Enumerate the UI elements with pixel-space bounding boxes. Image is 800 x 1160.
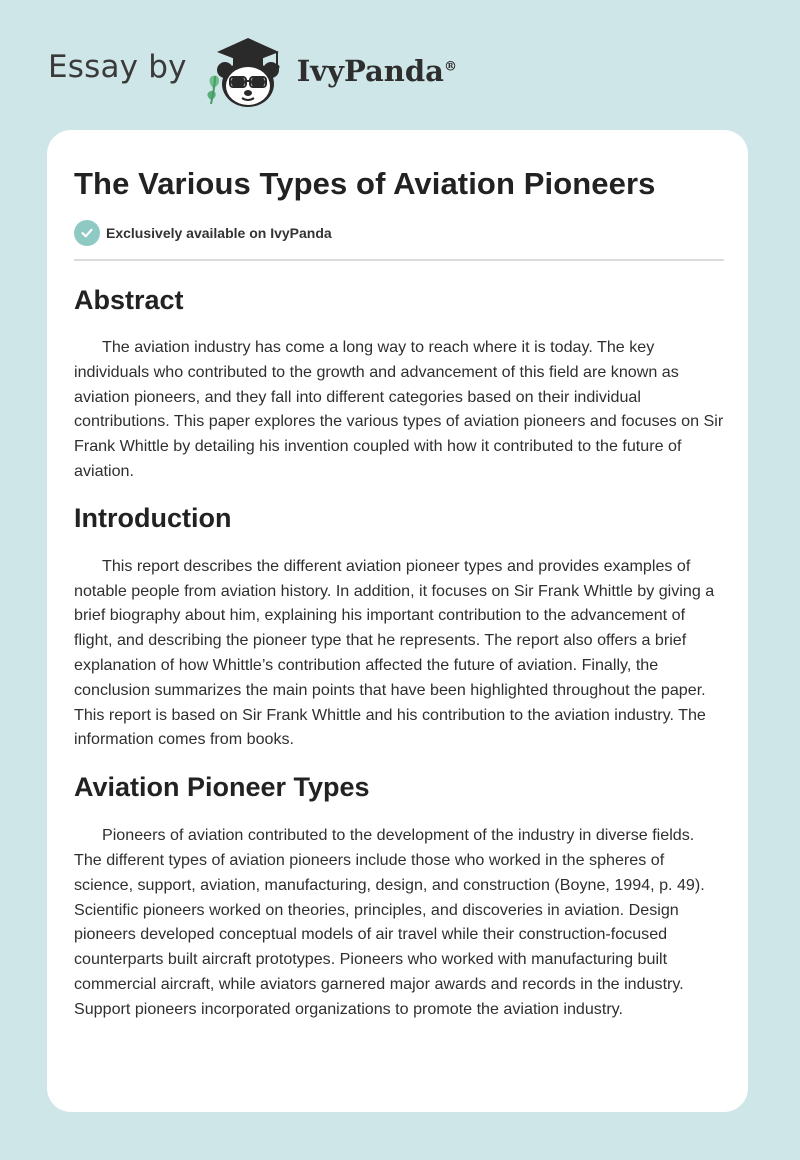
section-paragraph-introduction: This report describes the different aviation pioneer types and provides examples of notable people from aviation history. In addition, it focuses on Sir Frank Whittle by giving a brief biography about him, explaining his important contribution to the advancement of flight, and describing the pioneer type that he represents. The report also offers a brief explanation of how Whittle’s contribution affected the future of aviation. Finally, the conclusion summarizes the main points that have been highlighted throughout the paper. This report is based on Sir Frank Whittle and his contribution to the aviation industry. The information comes from books.	[74, 556, 715, 749]
brand-header	[48, 30, 508, 110]
title-divider	[74, 259, 724, 261]
panda-face-icon	[217, 61, 279, 107]
section-paragraph-abstract: The aviation industry has come a long way to reach where it is today. The key individuals who contributed to the growth and advancement of this field are known as aviation pioneers, and they fall into different categories based on their individual contributions. This paper explores the various types of aviation pioneers and focuses on Sir Frank Whittle by detailing his invention coupled with how it contributed to the future of aviation.	[74, 338, 724, 480]
exclusive-badge	[74, 220, 724, 246]
registered-mark: ®	[443, 59, 457, 75]
exclusive-badge-label: Exclusively available on IvyPanda	[106, 225, 332, 241]
ivy-leaf-icon	[207, 76, 219, 104]
page-title: The Various Types of Aviation Pioneers	[74, 166, 656, 201]
ivypanda-wordmark[interactable]	[297, 54, 457, 88]
section-heading-abstract: Abstract	[74, 285, 184, 315]
section-heading-pioneer-types: Aviation Pioneer Types	[74, 772, 370, 803]
essay-card	[47, 130, 748, 1112]
essay-by-label: Essay by	[48, 49, 187, 85]
section-paragraph-pioneer-types: Pioneers of aviation contributed to the development of the industry in diverse fields. The different types of aviation pioneers include those who worked in the spheres of science, support, aviation, manufacturing, design, and construction (Boyne, 1994, p. 49). Scientific pioneers worked on theories, principles, and discoveries in aviation. Design pioneers developed conceptual models of air travel while their construction-focused counterparts built aircraft prototypes. Pioneers who worked with manufacturing built commercial aircraft, while aviators garnered major awards and records in the industry. Support pioneers incorporated organizations to promote the aviation industry.	[74, 826, 705, 1018]
check-circle-icon	[74, 220, 100, 246]
logo-name: IvyPanda	[296, 54, 444, 88]
section-heading-introduction: Introduction	[74, 502, 232, 533]
ivypanda-logo-icon[interactable]	[199, 30, 295, 110]
essay-content	[74, 164, 724, 1022]
